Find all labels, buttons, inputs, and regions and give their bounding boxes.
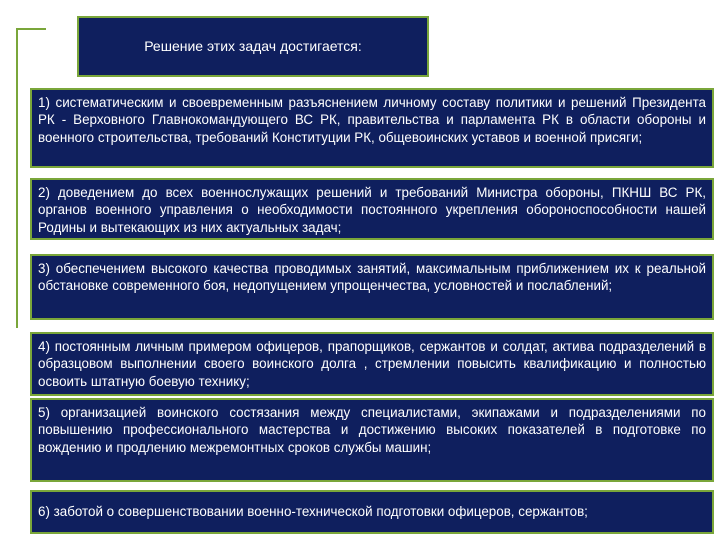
decorative-accent-line-vertical (16, 28, 18, 328)
item-text-6: 6) заботой о совершенствовании военно-технической подготовки офицеров, сержантов; (38, 504, 588, 520)
item-text-1: 1) систематическим и своевременным разъяснением личному составу политики и решений Президента РК - Верховного Главнокомандующего ВС РК, правительства и парламента РК в области обороны и военного строительства, требований Конституции РК, общевоинских уставов и военной присяги; (38, 95, 706, 145)
item-box-3 (30, 254, 714, 320)
item-box-6 (30, 490, 714, 534)
item-text-4: 4) постоянным личным примером офицеров, прапорщиков, сержантов и солдат, актива подразделений в образцовом выполнении своего воинского долга , стремлении повысить квалификацию и полностью освоить штатную боевую технику; (38, 339, 706, 389)
decorative-accent-line (16, 28, 46, 30)
item-text-2: 2) доведением до всех военнослужащих решений и требований Министра обороны, ПКНШ ВС РК, органов военного управления о необходимости постоянного укрепления обороноспособности нашей Родины и вытекающих из них актуальных задач; (38, 185, 706, 235)
title-box (77, 16, 429, 77)
item-text-3: 3) обеспечением высокого качества проводимых занятий, максимальным приближением их к реальной обстановке современного боя, недопущением упрощенчества, условностей и послаблений; (38, 261, 706, 294)
item-box-2 (30, 178, 714, 240)
item-text-5: 5) организацией воинского состязания между специалистами, экипажами и подразделениями по повышению профессионального мастерства и достижению высоких показателей в подготовке по вождению и продлению межремонтных сроков службы машин; (38, 405, 706, 455)
item-box-1 (30, 88, 714, 168)
page-title: Решение этих задач достигается: (144, 37, 362, 54)
item-box-4 (30, 332, 714, 396)
item-box-5 (30, 398, 714, 482)
